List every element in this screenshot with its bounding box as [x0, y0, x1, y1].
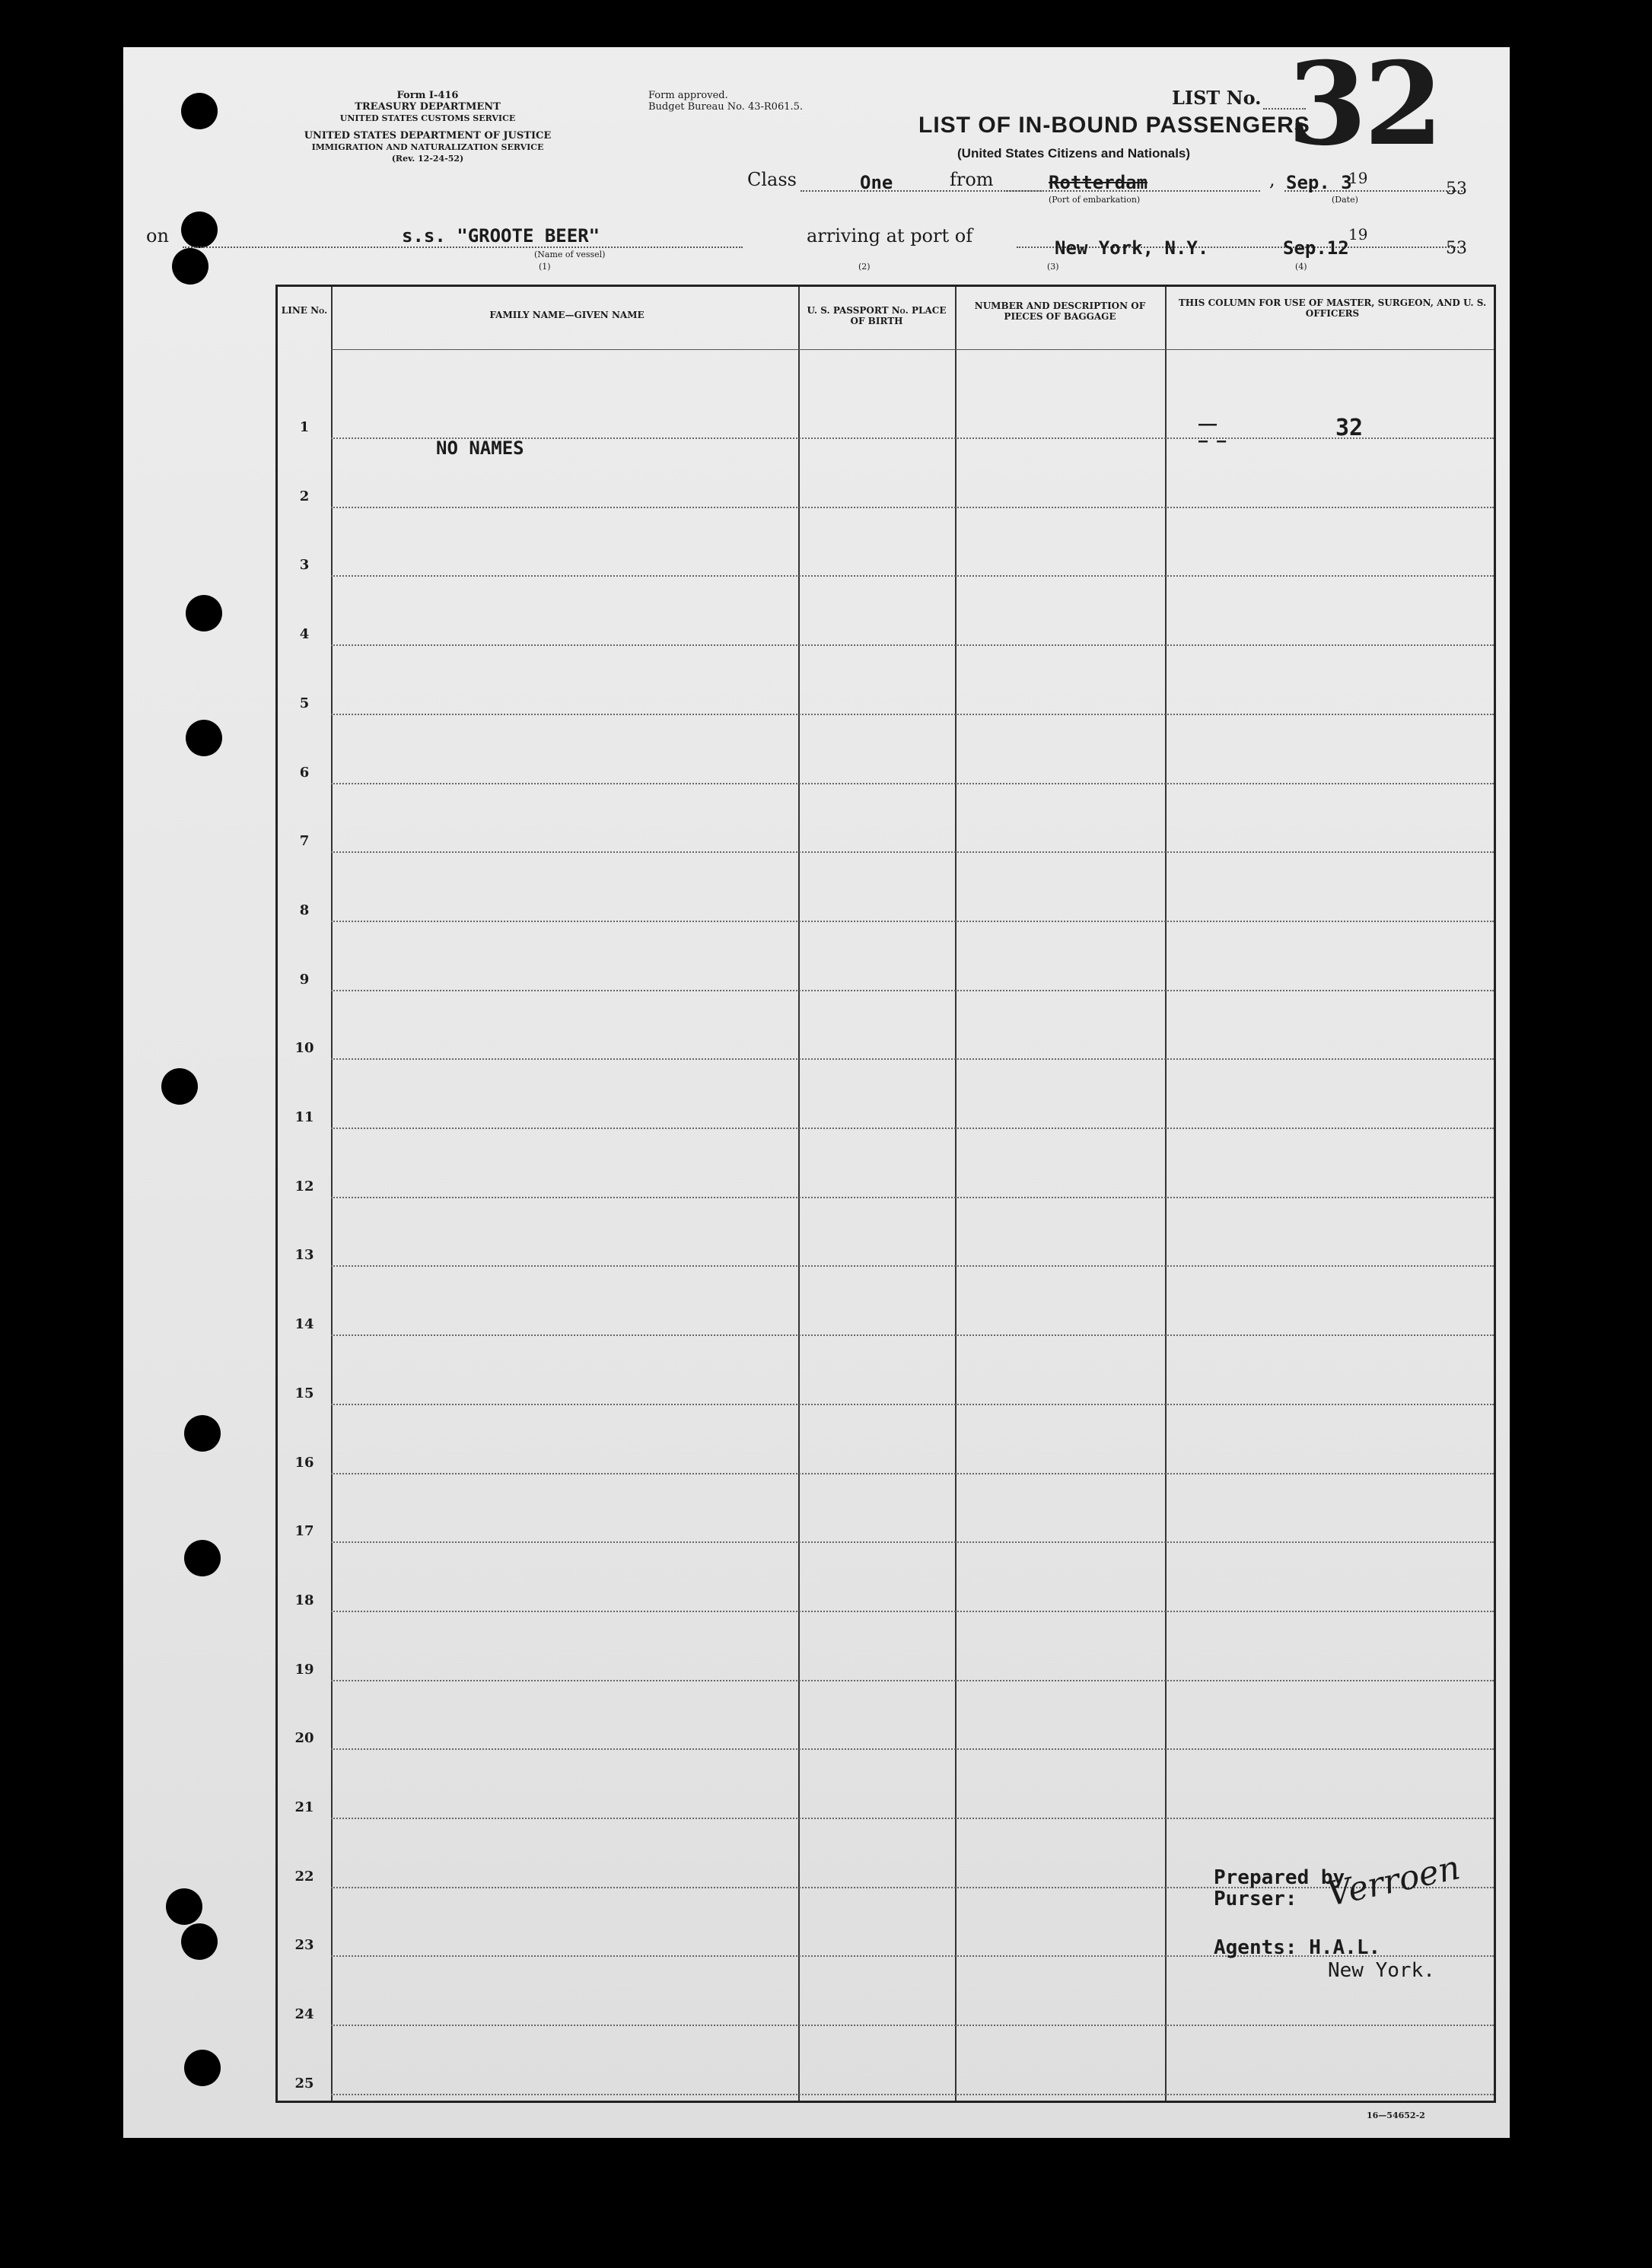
table-row — [331, 1404, 1494, 1405]
table-row — [331, 644, 1494, 646]
table-row — [331, 1748, 1494, 1750]
col-header-baggage: NUMBER AND DESCRIPTION OF PIECES OF BAGGAGE — [974, 301, 1146, 322]
line-number: 2 — [299, 488, 310, 504]
line-number: 19 — [294, 1661, 314, 1678]
purser-label: Purser: — [1214, 1888, 1297, 1910]
table-row — [331, 921, 1494, 922]
prepared-by-label: Prepared by — [1214, 1866, 1345, 1889]
binder-hole — [184, 1540, 221, 1576]
arrival-date: Sep.12 — [1283, 237, 1349, 259]
line-number: 4 — [299, 626, 310, 643]
line-number: 22 — [294, 1868, 314, 1885]
caption-2: (2) — [858, 262, 871, 272]
agents-label: Agents: H.A.L. — [1214, 1936, 1381, 1959]
line-number: 17 — [294, 1523, 314, 1540]
table-row — [331, 1611, 1494, 1612]
table-row — [331, 851, 1494, 853]
table-row — [331, 1541, 1494, 1543]
line-number: 13 — [294, 1247, 314, 1264]
table-row — [331, 714, 1494, 715]
form-header-agency — [268, 90, 587, 164]
line-number: 1 — [299, 419, 310, 435]
binder-hole — [186, 595, 222, 631]
table-row — [331, 1058, 1494, 1060]
officer-mark: 32 — [1335, 415, 1364, 441]
table-row — [331, 990, 1494, 991]
binder-hole — [172, 248, 208, 285]
customs-service: UNITED STATES CUSTOMS SERVICE — [339, 113, 516, 123]
arr-year-prefix: 19 — [1348, 225, 1368, 243]
revision-date: (Rev. 12-24-52) — [391, 154, 464, 164]
binder-hole — [166, 1888, 202, 1925]
list-no-label: LIST No. — [1172, 87, 1262, 109]
arrival-port: New York, N.Y. — [1055, 237, 1209, 259]
table-row — [331, 1818, 1494, 1819]
binder-hole — [181, 93, 218, 129]
no-names-entry: NO NAMES — [436, 437, 524, 459]
line-number: 24 — [294, 2006, 314, 2023]
purser-signature: Verroen — [1323, 1848, 1464, 1914]
binder-hole — [184, 1415, 221, 1452]
form-approval — [648, 90, 803, 113]
from-label: from — [950, 169, 994, 190]
dep-year-prefix: 19 — [1348, 169, 1368, 187]
table-row — [331, 1334, 1494, 1336]
col-header-officers: THIS COLUMN FOR USE OF MASTER, SURGEON, AND U. S. OFFICERS — [1178, 297, 1487, 319]
port-of-embarkation: Rotterdam — [1049, 172, 1148, 193]
on-label: on — [146, 225, 169, 247]
line-number: 20 — [294, 1730, 314, 1747]
line-number: 5 — [299, 695, 310, 711]
table-row — [331, 2025, 1494, 2026]
line-number: 7 — [299, 833, 310, 850]
binder-hole — [181, 212, 218, 248]
vessel-caption: (Name of vessel) — [534, 250, 606, 259]
line-number: 16 — [294, 1454, 314, 1471]
print-code: 16—54652-2 — [1367, 2111, 1425, 2120]
table-row — [331, 783, 1494, 784]
table-row — [331, 1197, 1494, 1198]
binder-hole — [184, 2050, 221, 2086]
treasury-dept: TREASURY DEPARTMENT — [355, 101, 501, 113]
form-number: Form I-416 — [396, 90, 459, 101]
class-value: One — [860, 172, 893, 193]
binder-hole — [186, 720, 222, 756]
arr-year: 53 — [1446, 239, 1467, 258]
binder-hole — [181, 1923, 218, 1960]
list-number: 32 — [1288, 37, 1440, 171]
line-number: 6 — [299, 764, 310, 781]
table-row — [331, 1128, 1494, 1129]
table-row — [331, 1265, 1494, 1267]
vessel-name: s.s. "GROOTE BEER" — [402, 225, 600, 247]
col-header-name: FAMILY NAME—GIVEN NAME — [489, 310, 645, 320]
line-number: 12 — [294, 1178, 314, 1194]
class-label: Class — [747, 169, 797, 190]
table-row — [331, 575, 1494, 577]
line-number: 15 — [294, 1385, 314, 1401]
line-number: 3 — [299, 557, 310, 574]
port-embark-caption: (Port of embarkation) — [1049, 195, 1141, 205]
table-row — [331, 437, 1494, 439]
page-subtitle: (United States Citizens and Nationals) — [957, 146, 1191, 161]
budget-bureau-no: Budget Bureau No. 43-R061.5. — [648, 101, 804, 113]
table-row — [331, 1473, 1494, 1474]
table-row — [331, 1680, 1494, 1681]
col-header-line-no: LINE No. — [281, 305, 328, 316]
agents-city: New York. — [1328, 1959, 1435, 1982]
document-page: Form I-416 TREASURY DEPARTMENT UNITED STATES CUSTOMS SERVICE UNITED STATES DEPARTMENT OF JUSTICE IMMIGRATION AND NATURALIZATION SERVICE (Rev. 12-24-52) Form approved. Budget Bureau No. 43-R061.5. LIST No. 32 LIST OF IN-BOUND PASSENGERS (United States Citizens and Nationals) Class One from Rotterdam (Port of embarkation) , Sep. 3 (Date) 19 53 on s.s. "GROOTE BEER" (Name of vessel) (1) arriving at port of (2) New York, N.Y. (3) Sep.12 (4) 19 53 LINE No. FAMILY NAME—GIVEN NAME U. S. PASSPORT No. PLACE OF BIRTH NUMBER AND DESCRIPTION OF PIECES OF BAGGAGE THIS COLUMN FOR USE OF MASTER, SURGEON, AND U. S. OFFICERS NO NAMES –– – – 32 1 2 3 4 5 6 7 8 9 10 11 12 13 14 15 16 17 18 19 20 21 22 23 24 25 Prepared by Purser: Verroen Agents: H.A.L. New York. 16—54652-2 — [123, 47, 1510, 2138]
binder-hole — [161, 1068, 198, 1105]
ins-service: IMMIGRATION AND NATURALIZATION SERVICE — [311, 142, 544, 152]
line-number: 10 — [294, 1040, 314, 1057]
dep-year: 53 — [1446, 180, 1467, 199]
justice-dept: UNITED STATES DEPARTMENT OF JUSTICE — [304, 130, 552, 142]
departure-date-caption: (Date) — [1332, 195, 1358, 205]
departure-date: Sep. 3 — [1286, 172, 1352, 193]
page-title: LIST OF IN-BOUND PASSENGERS — [918, 113, 1310, 138]
line-number: 14 — [294, 1316, 314, 1333]
form-approved-text: Form approved. — [648, 90, 728, 101]
table-row — [331, 2094, 1494, 2095]
line-number: 11 — [294, 1109, 314, 1125]
line-number: 18 — [294, 1592, 314, 1608]
line-number: 8 — [299, 902, 310, 918]
passenger-table: LINE No. FAMILY NAME—GIVEN NAME U. S. PASSPORT No. PLACE OF BIRTH NUMBER AND DESCRIPTION OF PIECES OF BAGGAGE THIS COLUMN FOR USE OF MASTER, SURGEON, AND U. S. OFFICERS NO NAMES –– – – 32 1 2 3 4 5 6 7 8 9 10 11 12 13 14 15 16 17 18 19 20 21 22 23 24 25 Prepared by Purser: Verroen Agents: H.A.L. New York. — [275, 285, 1496, 2103]
col-header-passport: U. S. PASSPORT No. PLACE OF BIRTH — [807, 305, 947, 326]
line-number: 21 — [294, 1799, 314, 1815]
table-row — [331, 507, 1494, 508]
line-number: 23 — [294, 1937, 314, 1954]
line-number: 9 — [299, 971, 310, 988]
caption-4: (4) — [1295, 262, 1307, 272]
arriving-label: arriving at port of — [807, 225, 973, 247]
caption-1: (1) — [539, 262, 551, 272]
caption-3: (3) — [1047, 262, 1059, 272]
line-number: 25 — [294, 2075, 314, 2091]
